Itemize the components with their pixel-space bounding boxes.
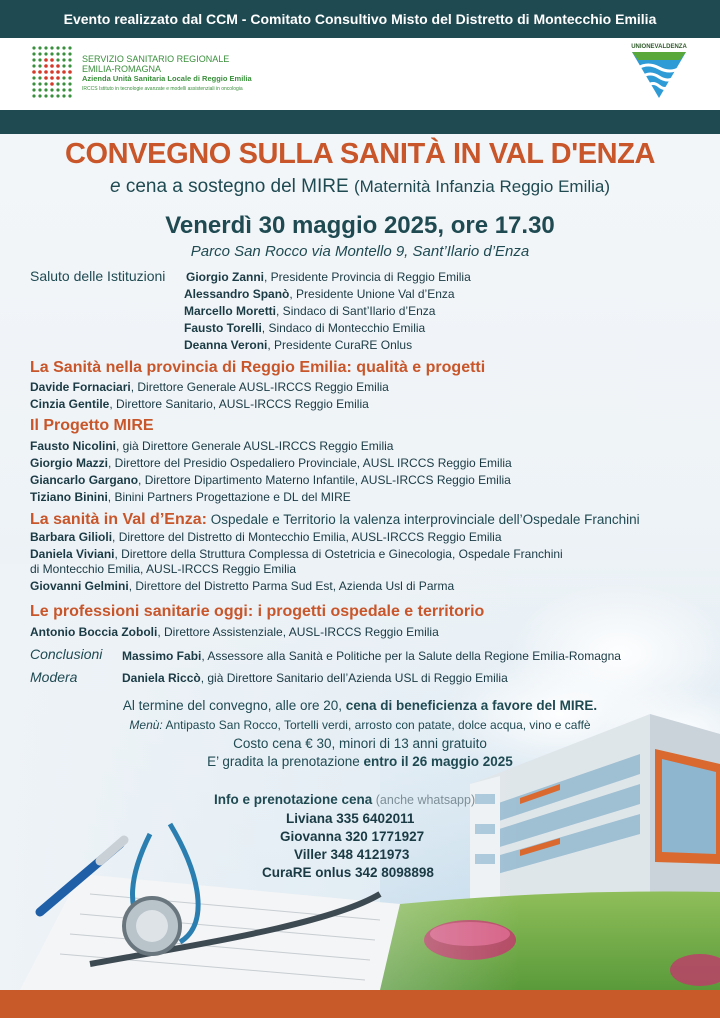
ssr-dots-logo <box>30 44 74 100</box>
speaker-row <box>30 579 454 593</box>
bottom-bar <box>0 990 720 1018</box>
person-name: Antonio Boccia Zoboli <box>30 625 158 639</box>
dinner-highlight: cena di beneficienza a favore del MIRE. <box>345 698 598 713</box>
ssr-line1: SERVIZIO SANITARIO REGIONALE <box>82 54 230 64</box>
speaker-row <box>30 625 439 639</box>
section-title-text: Il Progetto MIRE <box>30 417 154 434</box>
person-name: Daniela Viviani <box>30 547 115 561</box>
dinner-line <box>0 698 720 713</box>
person-name: Tiziano Binini <box>30 490 108 504</box>
event-subtitle <box>0 176 720 198</box>
person-name: Cinzia Gentile <box>30 397 110 411</box>
person-name: Daniela Riccò <box>122 671 201 685</box>
person-name: Giancarlo Gargano <box>30 473 139 487</box>
person-role: di Montecchio Emilia, AUSL-IRCCS Reggio Emilia <box>30 562 297 576</box>
logo-bar <box>0 38 720 110</box>
dinner-cost: Costo cena € 30, minori di 13 anni gratuito <box>233 736 487 751</box>
person-role: , Sindaco di Sant’Ilario d’Enza <box>276 304 436 318</box>
person-role: , Direttore Assistenziale, AUSL-IRCCS Reggio Emilia <box>157 625 439 639</box>
top-banner: Evento realizzato dal CCM - Comitato Consultivo Misto del Distretto di Montecchio Emilia <box>0 0 720 38</box>
event-date: Venerdì 30 maggio 2025, ore 17.30 <box>165 212 555 239</box>
person-role: , Presidente Unione Val d’Enza <box>289 287 455 301</box>
person-role: , Direttore del Distretto Parma Sud Est, Azienda Usl di Parma <box>128 579 455 593</box>
menu-label: Menù: <box>129 718 163 732</box>
menu-line <box>0 718 720 732</box>
booking-intro: E’ gradita la prenotazione <box>207 754 364 769</box>
person-role: , già Direttore Generale AUSL-IRCCS Reggio Emilia <box>116 439 394 453</box>
section-title <box>30 511 640 529</box>
info-note: (anche whatsapp) <box>372 793 476 807</box>
speaker-row-continued <box>30 562 296 576</box>
greeting-row <box>186 270 471 284</box>
moderator-speaker <box>122 671 508 685</box>
section-title-text: La Sanità nella provincia di Reggio Emilia: qualità e progetti <box>30 359 486 376</box>
person-name: Alessandro Spanò <box>184 287 290 301</box>
person-name: Davide Fornaciari <box>30 380 131 394</box>
person-role: , già Direttore Sanitario dell’Azienda USL di Reggio Emilia <box>200 671 508 685</box>
dinner-intro: Al termine del convegno, alle ore 20, <box>122 698 346 713</box>
ssr-logo-text <box>82 54 252 94</box>
header-divider-band <box>0 110 720 134</box>
person-role: , Assessore alla Sanità e Politiche per la Salute della Regione Emilia-Romagna <box>201 649 621 663</box>
greeting-row <box>184 321 425 335</box>
speaker-row <box>30 380 389 394</box>
greeting-row <box>184 287 455 301</box>
person-role: , Direttore Generale AUSL-IRCCS Reggio Emilia <box>130 380 389 394</box>
greetings-label <box>30 268 165 284</box>
speaker-row <box>30 547 563 561</box>
speaker-row <box>30 439 393 453</box>
contact-line: Viller 348 4121973 <box>294 847 410 862</box>
conclusions-row <box>30 646 102 662</box>
section-title <box>30 603 484 621</box>
booking-line <box>0 754 720 769</box>
subtitle-main: cena a sostegno del MIRE <box>125 176 349 197</box>
section-title-text: La sanità in Val d’Enza: <box>30 511 207 528</box>
subtitle-paren: (Maternità Infanzia Reggio Emilia) <box>353 177 611 196</box>
contact-line: Giovanna 320 1771927 <box>280 829 425 844</box>
person-role: , Direttore Sanitario, AUSL-IRCCS Reggio Emilia <box>109 397 369 411</box>
menu-items: Antipasto San Rocco, Tortelli verdi, arrosto con patate, dolce acqua, vino e caffè <box>162 718 591 732</box>
ssr-line2: EMILIA-ROMAGNA <box>82 64 162 74</box>
person-role: , Direttore del Distretto di Montecchio Emilia, AUSL-IRCCS Reggio Emilia <box>112 530 502 544</box>
speaker-row <box>30 490 351 504</box>
person-role: , Direttore Dipartimento Materno Infantile, AUSL-IRCCS Reggio Emilia <box>138 473 511 487</box>
speaker-row <box>30 530 502 544</box>
uve-logo-text: UNIONEVALDENZA <box>631 44 687 50</box>
person-name: Giovanni Gelmini <box>30 579 129 593</box>
conclusions-label: Conclusioni <box>30 646 103 662</box>
section-title-rest: Ospedale e Territorio la valenza interprovinciale dell’Ospedale Franchini <box>206 512 640 527</box>
info-title-text: Info e prenotazione cena <box>214 792 373 807</box>
person-name: Marcello Moretti <box>184 304 277 318</box>
person-name: Deanna Veroni <box>184 338 268 352</box>
event-title: CONVEGNO SULLA SANITÀ IN VAL D'ENZA <box>64 138 656 170</box>
ssr-line3: Azienda Unità Sanitaria Locale di Reggio Emilia <box>82 74 252 83</box>
person-role: , Sindaco di Montecchio Emilia <box>261 321 426 335</box>
poster-body <box>0 134 720 990</box>
person-name: Fausto Torelli <box>184 321 262 335</box>
section-title <box>30 417 154 435</box>
info-title <box>214 792 475 807</box>
section-title-text: Le professioni sanitarie oggi: i progetti ospedale e territorio <box>30 603 485 620</box>
greetings-label-text: Saluto delle Istituzioni <box>30 268 166 284</box>
person-role: , Direttore della Struttura Complessa di Ostetricia e Ginecologia, Ospedale Franchini <box>114 547 563 561</box>
conclusions-speaker <box>122 649 621 663</box>
person-name: Massimo Fabi <box>122 649 202 663</box>
event-place: Parco San Rocco via Montello 9, Sant’Ilario d’Enza <box>190 243 530 260</box>
contact-line: Liviana 335 6402011 <box>286 811 415 826</box>
booking-deadline: entro il 26 maggio 2025 <box>363 754 513 769</box>
uve-mark-icon <box>628 50 690 102</box>
speaker-row <box>30 397 369 411</box>
person-role: , Binini Partners Progettazione e DL del MIRE <box>107 490 351 504</box>
person-role: , Presidente CuraRE Onlus <box>267 338 413 352</box>
contact-line: CuraRE onlus 342 8098898 <box>262 865 434 880</box>
person-role: , Direttore del Presidio Ospedaliero Provinciale, AUSL IRCCS Reggio Emilia <box>108 456 512 470</box>
moderator-row <box>30 669 77 685</box>
unione-val-enza-logo <box>628 44 690 104</box>
person-name: Fausto Nicolini <box>30 439 117 453</box>
moderator-label: Modera <box>30 669 78 685</box>
greeting-row <box>184 338 412 352</box>
person-name: Giorgio Zanni <box>186 270 264 284</box>
section-title <box>30 359 485 377</box>
ssr-line4: IRCCS Istituto in tecnologie avanzate e modelli assistenziali in oncologia <box>82 86 243 92</box>
speaker-row <box>30 473 511 487</box>
speaker-row <box>30 456 512 470</box>
subtitle-conjunction: e <box>109 176 121 197</box>
person-name: Giorgio Mazzi <box>30 456 108 470</box>
greeting-row <box>184 304 435 318</box>
person-role: , Presidente Provincia di Reggio Emilia <box>264 270 471 284</box>
person-name: Barbara Gilioli <box>30 530 113 544</box>
